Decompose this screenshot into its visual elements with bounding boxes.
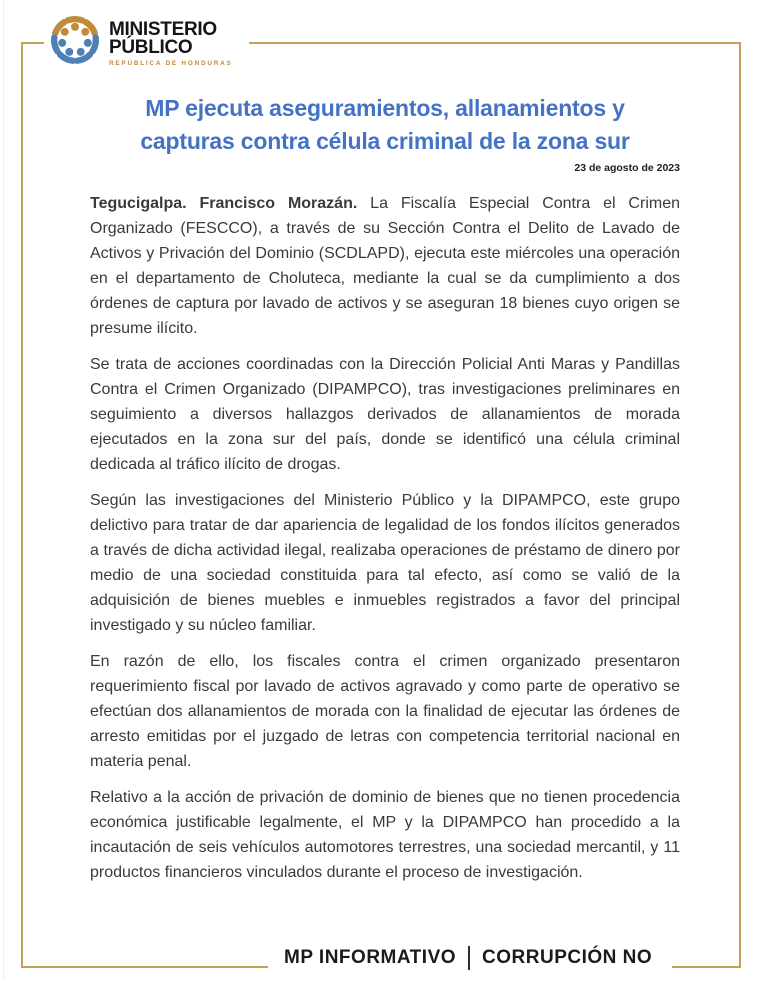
footer-separator-bar	[468, 946, 470, 970]
paragraph-1	[90, 191, 680, 341]
footer-banner	[268, 943, 672, 973]
people-circle-icon	[46, 8, 104, 72]
paragraph-3: Según las investigaciones del Ministerio Público y la DIPAMPCO, este grupo delictivo para tratar de dar apariencia de legalidad de los fondos ilícitos generados a través de dicha actividad ilegal, realizaba operaciones de préstamo de dinero por medio de una sociedad constituida para tal efecto, así como se valió de la adquisición de bienes muebles e inmuebles registrados a favor del principal investigado y su núcleo familiar.	[90, 492, 680, 634]
paragraph-4: En razón de ello, los fiscales contra el crimen organizado presentaron requerimiento fiscal por lavado de activos agravado y como parte de operativo se efectúan dos allanamientos de morada con la finalidad de ejecutar las órdenes de arresto emitidas por el juzgado de letras con competencia territorial nacional en materia penal.	[90, 653, 680, 770]
article-title	[90, 92, 680, 158]
article-title-line-1: MP ejecuta aseguramientos, allanamientos y	[145, 95, 625, 121]
logo-text	[109, 8, 233, 67]
logo-subtitle: REPÚBLICA DE HONDURAS	[109, 60, 233, 67]
ministerio-publico-logo	[44, 8, 249, 78]
logo-name-line-1: MINISTERIO	[109, 19, 217, 40]
paragraph-1-text: La Fiscalía Especial Contra el Crimen Organizado (FESCCO), a través de su Sección Contra el Delito de Lavado de Activos y Privación del Dominio (SCDLAPD), ejecuta este miércoles una operación en el departamento de Choluteca, mediante la cual se da cumplimiento a dos órdenes de captura por lavado de activos y se aseguran 18 bienes cuyo origen se presume ilícito.	[90, 195, 680, 337]
paragraph-2: Se trata de acciones coordinadas con la Dirección Policial Anti Maras y Pandillas Contra el Crimen Organizado (DIPAMPCO), tras investigaciones preliminares en seguimiento a diversos hallazgos derivados de allanamientos de morada ejecutados en la zona sur del país, donde se identificó una célula criminal dedicada al tráfico ilícito de drogas.	[90, 356, 680, 473]
paragraph-5: Relativo a la acción de privación de dominio de bienes que no tienen procedencia económica justificable legalmente, el MP y la DIPAMPCO han procedido a la incautación de seis vehículos automotores terrestres, una sociedad mercantil, y 11 productos financieros vinculados durante el proceso de investigación.	[90, 789, 680, 881]
footer-right-label: CORRUPCIÓN NO	[482, 947, 653, 968]
article-date: 23 de agosto de 2023	[574, 162, 680, 174]
article-body	[0, 78, 768, 896]
article-title-line-2: capturas contra célula criminal de la zona sur	[140, 128, 630, 154]
paragraph-1-dateline: Tegucigalpa. Francisco Morazán.	[90, 195, 358, 212]
logo-name-line-2: PÚBLICO	[109, 37, 193, 58]
footer-left-label: MP INFORMATIVO	[284, 947, 457, 968]
